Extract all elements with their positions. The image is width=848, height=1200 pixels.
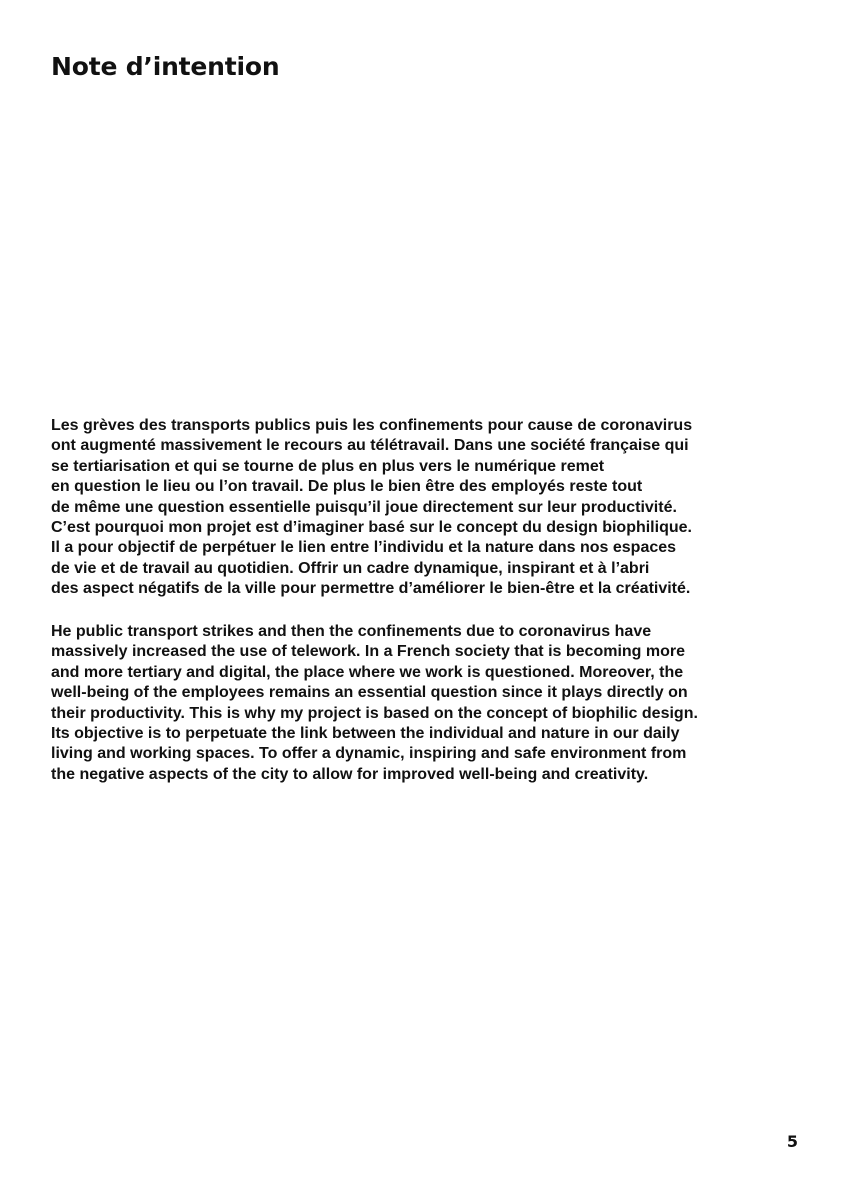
paragraph-line: en question le lieu ou l’on travail. De plus le bien être des employés reste tout [51, 478, 643, 496]
paragraph-line: living and working spaces. To offer a dynamic, inspiring and safe environment from [51, 745, 687, 763]
paragraph-line: Il a pour objectif de perpétuer le lien entre l’individu et la nature dans nos espaces [51, 539, 677, 557]
paragraph-line: well-being of the employees remains an essential question since it plays directly on [51, 684, 688, 702]
paragraph-line: se tertiarisation et qui se tourne de plus en plus vers le numérique remet [51, 457, 605, 475]
page-number: 5 [786, 1132, 798, 1151]
paragraph-line: and more tertiary and digital, the place where we work is questioned. Moreover, the [51, 663, 684, 681]
paragraph-line: ont augmenté massivement le recours au télétravail. Dans une société française qui [51, 437, 689, 455]
page-title: Note d’intention [51, 52, 280, 81]
paragraph-line: de même une question essentielle puisqu’il joue directement sur leur productivité. [51, 498, 677, 516]
paragraph-line: the negative aspects of the city to allow for improved well-being and creativity. [51, 765, 649, 783]
paragraph-line: de vie et de travail au quotidien. Offrir un cadre dynamique, inspirant et à l’abri [51, 559, 650, 577]
paragraph-line: C’est pourquoi mon projet est d’imaginer basé sur le concept du design biophilique. [51, 519, 692, 537]
paragraph-line: He public transport strikes and then the confinements due to coronavirus have [51, 623, 652, 640]
paragraph-french [51, 416, 692, 600]
paragraph-line: des aspect négatifs de la ville pour permettre d’améliorer le bien-être et la créativité. [51, 580, 691, 598]
paragraph-line: Its objective is to perpetuate the link between the individual and nature in our daily [51, 725, 680, 743]
paragraph-line: their productivity. This is why my project is based on the concept of biophilic design. [51, 704, 698, 722]
paragraph-line: Les grèves des transports publics puis les confinements pour cause de coronavirus [51, 417, 693, 434]
paragraph-english [51, 622, 698, 785]
paragraph-line: massively increased the use of telework. In a French society that is becoming more [51, 643, 685, 661]
